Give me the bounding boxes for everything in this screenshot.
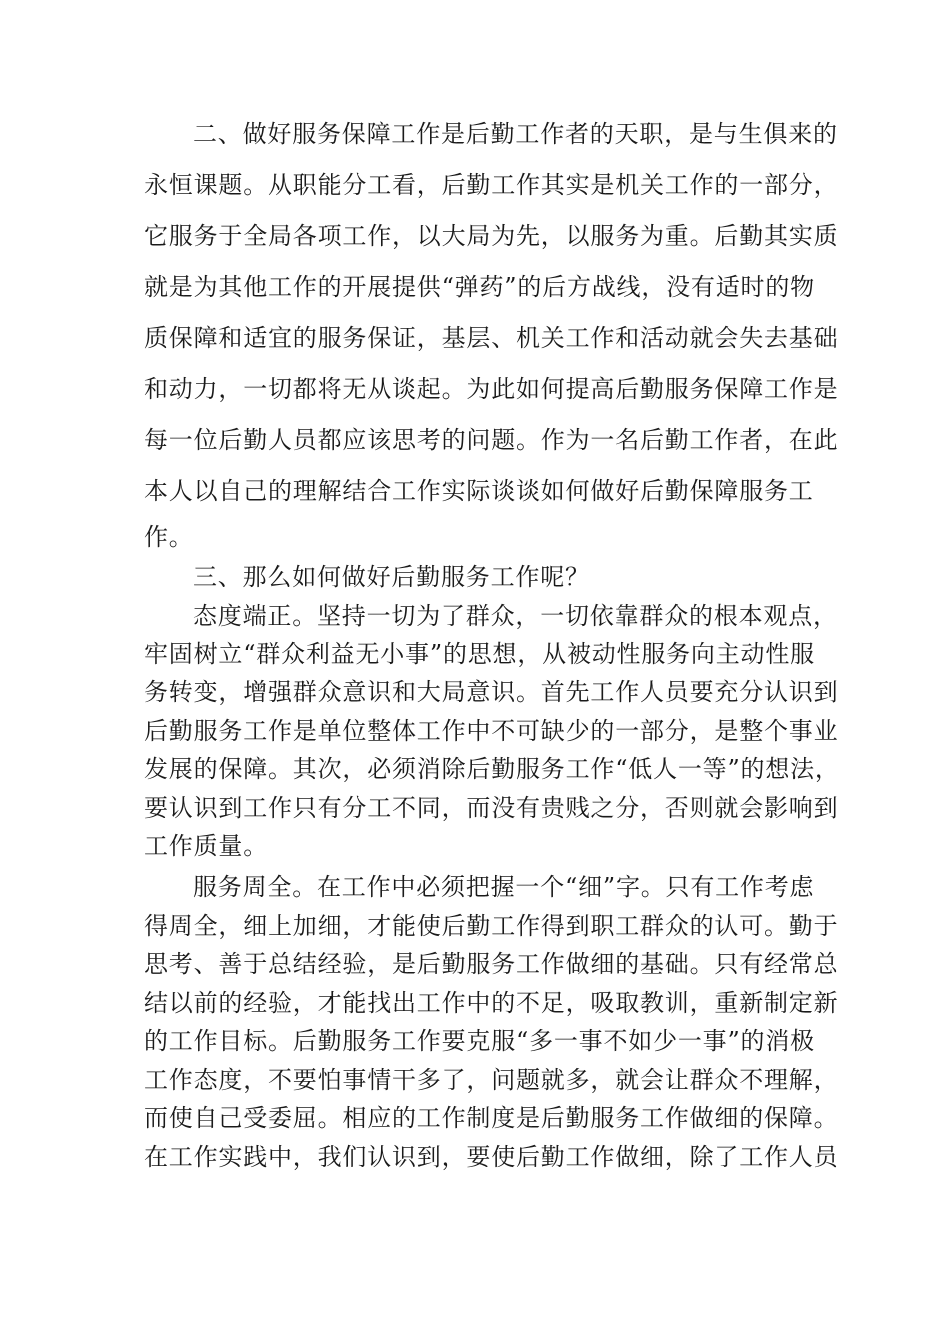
paragraph-line: 工作态度，不要怕事情干多了，问题就多，就会让群众不理解， xyxy=(144,1066,839,1094)
paragraph-line: 永恒课题。从职能分工看，后勤工作其实是机关工作的一部分， xyxy=(144,171,839,199)
paragraph-line: 本人以自己的理解结合工作实际谈谈如何做好后勤保障服务工 xyxy=(144,477,814,505)
paragraph-line: 结以前的经验，才能找出工作中的不足，吸取教训，重新制定新 xyxy=(144,989,839,1017)
paragraph-line: 牢固树立“群众利益无小事”的思想，从被动性服务向主动性服 xyxy=(144,640,815,668)
paragraph-line: 务转变，增强群众意识和大局意识。首先工作人员要充分认识到 xyxy=(144,678,839,706)
paragraph-line: 就是为其他工作的开展提供“弹药”的后方战线，没有适时的物 xyxy=(144,273,815,301)
paragraph-line: 的工作目标。后勤服务工作要克服“多一事不如少一事”的消极 xyxy=(144,1027,815,1055)
paragraph-line: 态度端正。坚持一切为了群众，一切依靠群众的根本观点， xyxy=(193,602,838,630)
paragraph-line: 质保障和适宜的服务保证，基层、机关工作和活动就会失去基础 xyxy=(144,324,839,352)
paragraph-line: 得周全，细上加细，才能使后勤工作得到职工群众的认可。勤于 xyxy=(144,912,839,940)
paragraph-line: 它服务于全局各项工作，以大局为先，以服务为重。后勤其实质 xyxy=(144,222,839,250)
section-heading: 三、那么如何做好后勤服务工作呢？ xyxy=(193,563,590,591)
paragraph-line: 服务周全。在工作中必须把握一个“细”字。只有工作考虑 xyxy=(193,873,815,901)
paragraph-line: 和动力，一切都将无从谈起。为此如何提高后勤服务保障工作是 xyxy=(144,375,839,403)
paragraph-line: 在工作实践中，我们认识到，要使后勤工作做细，除了工作人员 xyxy=(144,1143,839,1171)
paragraph-line: 作。 xyxy=(144,523,194,551)
paragraph-line: 二、做好服务保障工作是后勤工作者的天职，是与生俱来的 xyxy=(193,120,838,148)
paragraph-line: 后勤服务工作是单位整体工作中不可缺少的一部分，是整个事业 xyxy=(144,717,839,745)
paragraph-line: 而使自己受委屈。相应的工作制度是后勤服务工作做细的保障。 xyxy=(144,1104,839,1132)
paragraph-line: 发展的保障。其次，必须消除后勤服务工作“低人一等”的想法， xyxy=(144,755,840,783)
paragraph-line: 要认识到工作只有分工不同，而没有贵贱之分，否则就会影响到 xyxy=(144,794,839,822)
paragraph-line: 工作质量。 xyxy=(144,832,268,860)
paragraph-line: 每一位后勤人员都应该思考的问题。作为一名后勤工作者，在此 xyxy=(144,426,839,454)
paragraph-line: 思考、善于总结经验，是后勤服务工作做细的基础。只有经常总 xyxy=(144,950,839,978)
